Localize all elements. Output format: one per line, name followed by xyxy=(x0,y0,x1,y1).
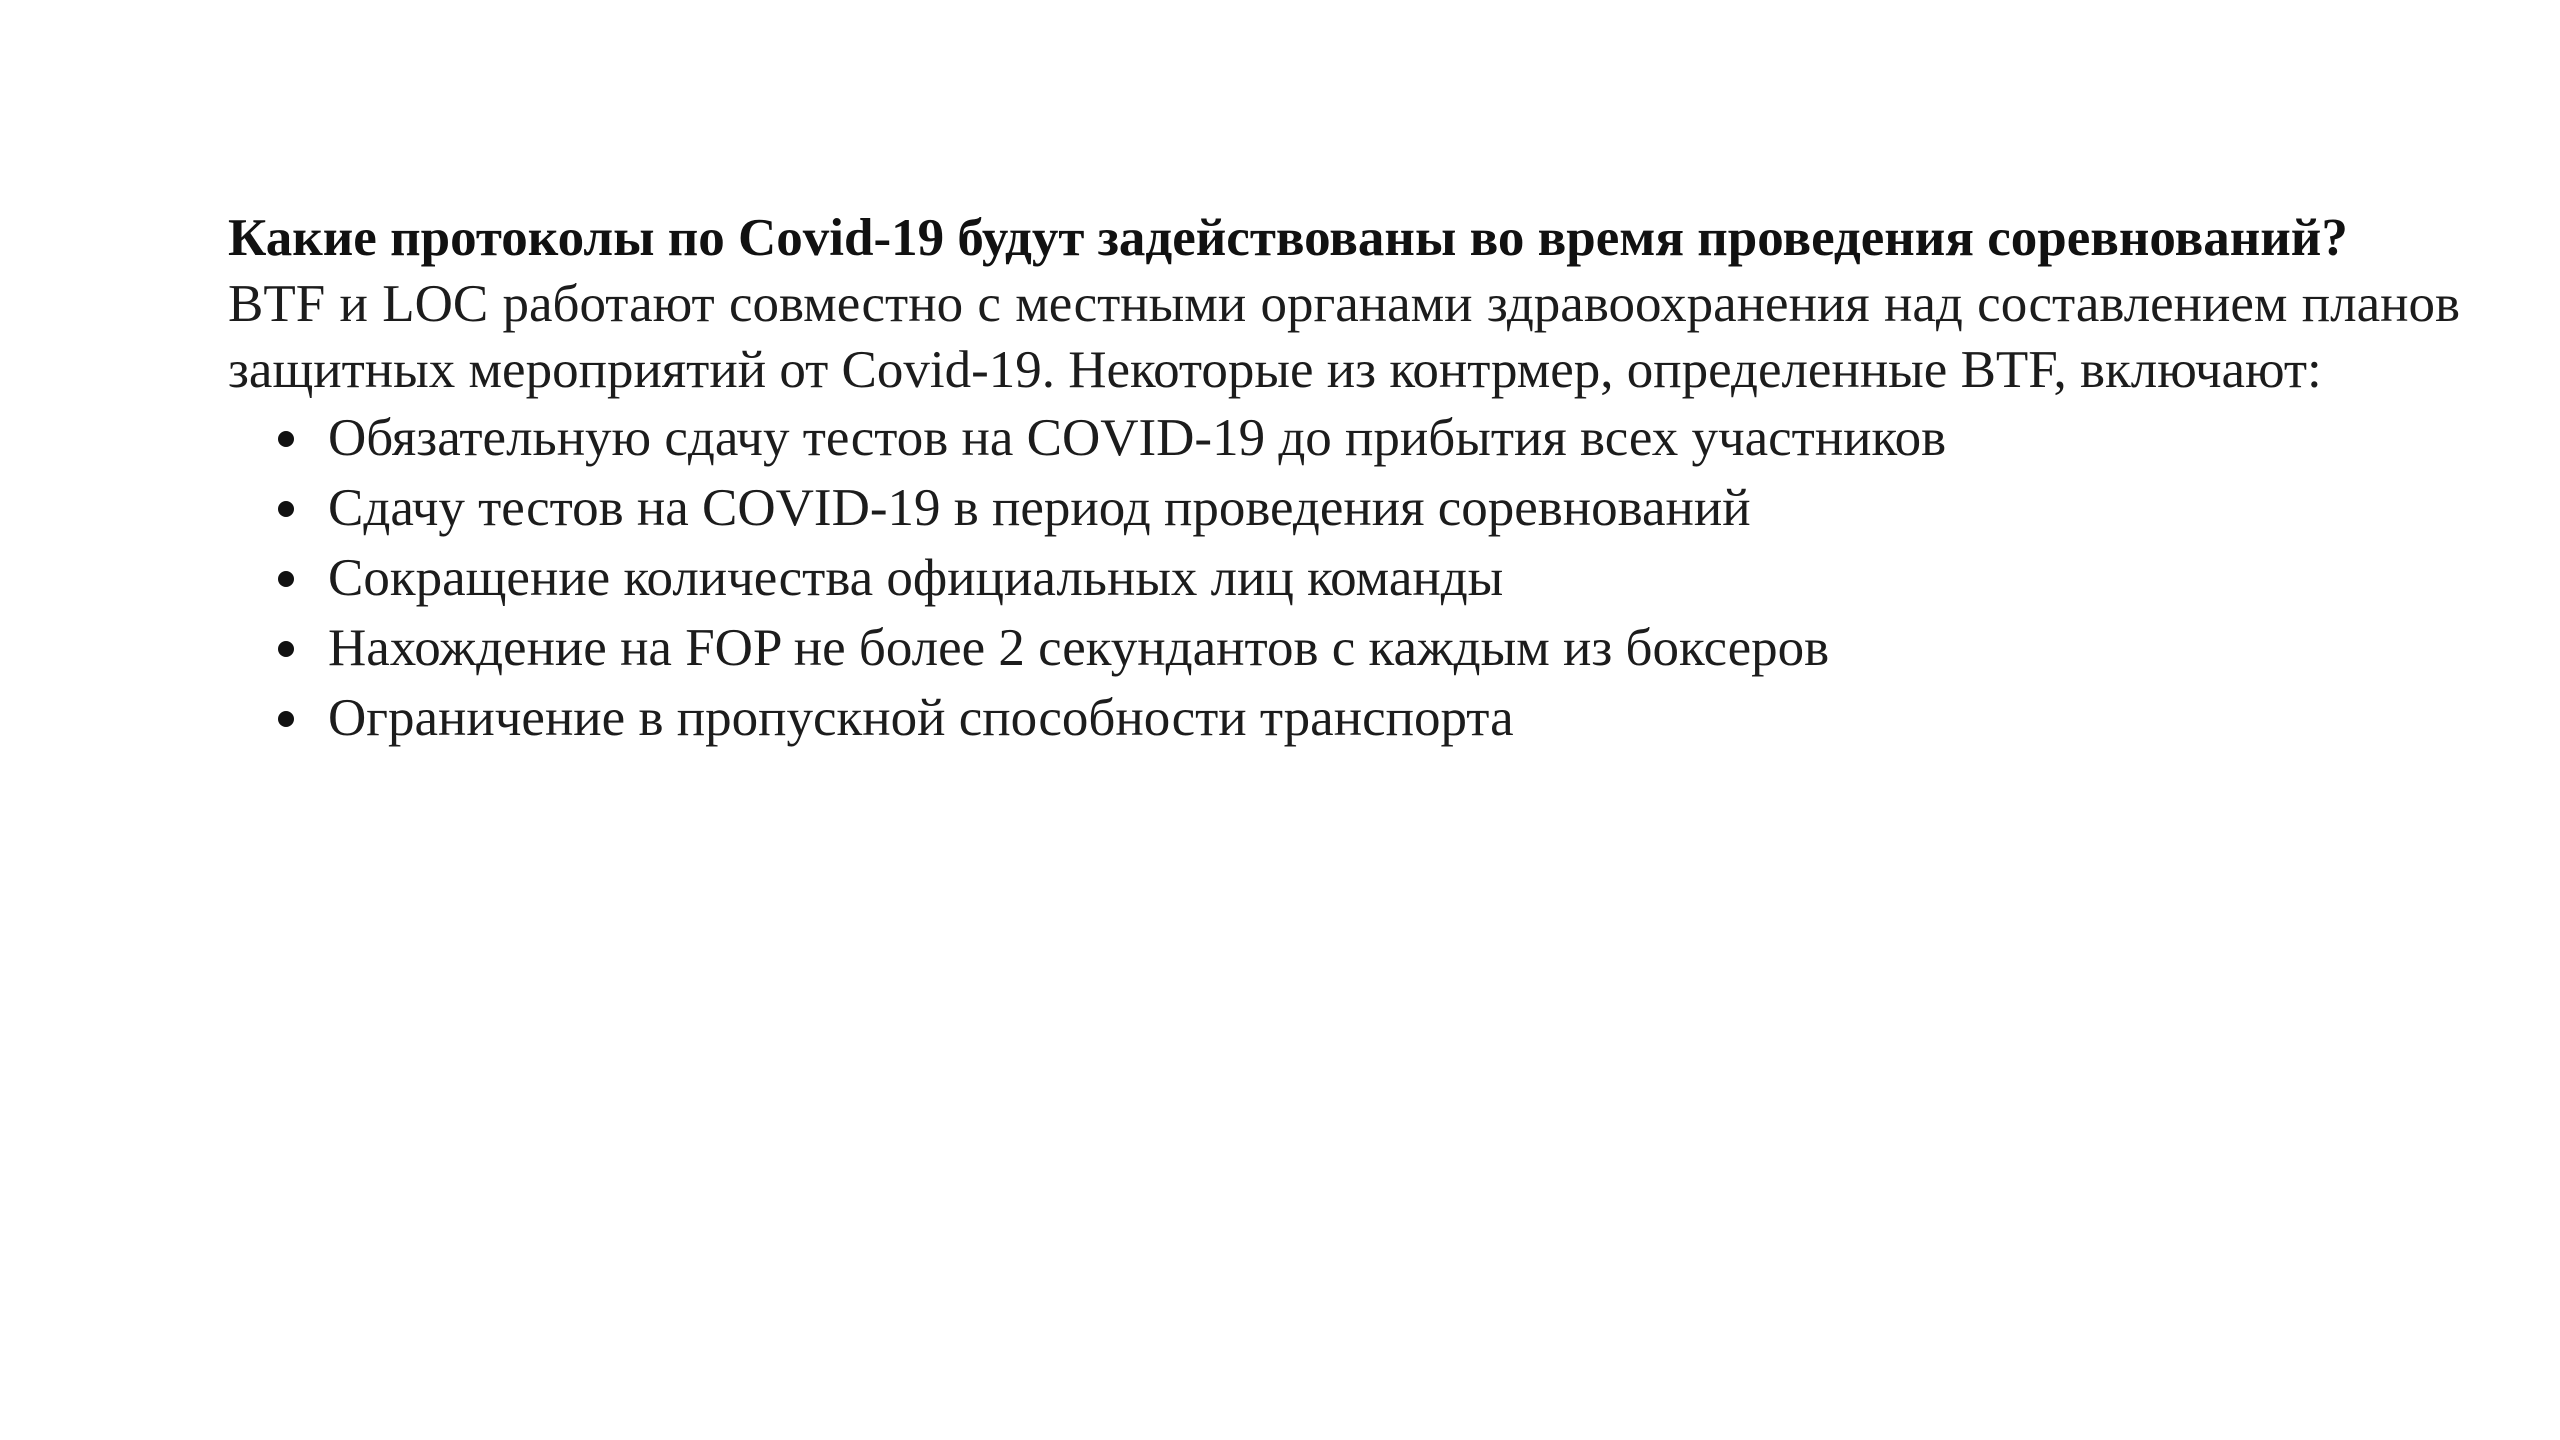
bullet-icon xyxy=(278,431,294,447)
intro-paragraph: BTF и LOC работают совместно с местными органами здравоохранения над составлением планов защитных мероприятий от Covid-19. Некоторые из контрмер, определенные BTF, включают: xyxy=(228,275,2460,399)
measures-list xyxy=(228,403,2460,753)
bullet-icon xyxy=(278,571,294,587)
list-item xyxy=(228,683,2460,753)
bullet-icon xyxy=(278,501,294,517)
document-page xyxy=(228,205,2460,753)
measure-text: Сдачу тестов на COVID-19 в период проведения соревнований xyxy=(328,479,1751,537)
list-item xyxy=(228,613,2460,683)
measure-text: Нахождение на FOP не более 2 секундантов с каждым из боксеров xyxy=(328,619,1830,677)
bullet-icon xyxy=(278,711,294,727)
question-heading: Какие протоколы по Covid-19 будут задействованы во время проведения соревнований? xyxy=(228,209,2348,267)
measure-text: Сокращение количества официальных лиц команды xyxy=(328,549,1504,607)
measure-text: Обязательную сдачу тестов на COVID-19 до прибытия всех участников xyxy=(328,409,1947,467)
bullet-icon xyxy=(278,641,294,657)
measure-text: Ограничение в пропускной способности транспорта xyxy=(328,689,1514,747)
list-item xyxy=(228,473,2460,543)
list-item xyxy=(228,543,2460,613)
list-item xyxy=(228,403,2460,473)
